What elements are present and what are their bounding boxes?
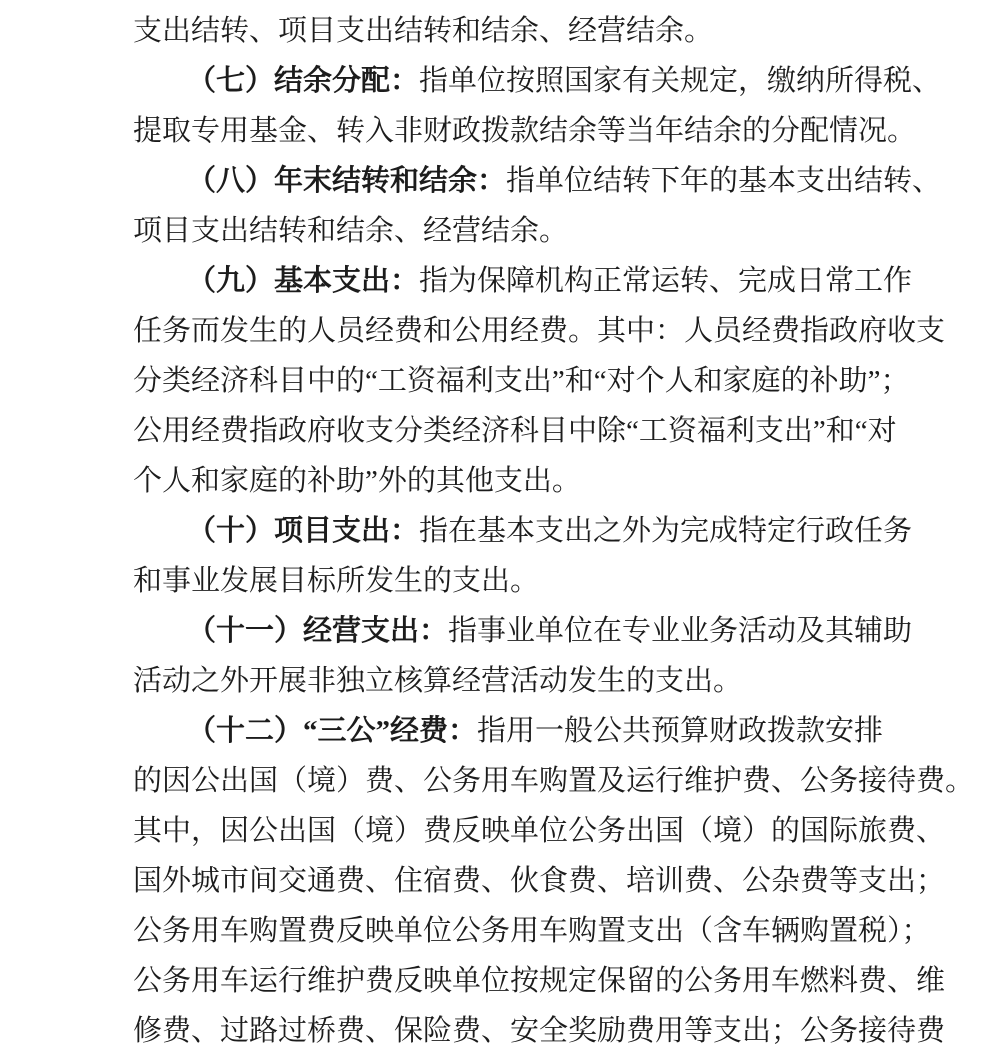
- term-label: （九）基本支出：: [187, 265, 420, 297]
- text-line: [133, 856, 964, 906]
- text-line: [133, 506, 964, 556]
- text-line: [133, 256, 964, 306]
- text-segment: 支出结转、项目支出结转和结余、经营结余。: [133, 15, 714, 47]
- text-segment: 和事业发展目标所发生的支出。: [133, 565, 540, 597]
- term-label: （十二）“三公”经费：: [187, 715, 478, 747]
- text-line: [133, 956, 964, 1006]
- text-line: [133, 106, 964, 156]
- text-segment: 指单位按照国家有关规定，缴纳所得税、: [419, 65, 942, 97]
- text-line: [133, 756, 975, 806]
- text-line: [133, 606, 964, 656]
- text-segment: 个人和家庭的补助”外的其他支出。: [133, 465, 581, 497]
- text-line: [133, 6, 964, 56]
- text-line: [133, 156, 964, 206]
- text-segment: 的因公出国（境）费、公务用车购置及运行维护费、公务接待费。: [133, 765, 975, 797]
- text-line: [133, 56, 964, 106]
- text-line: [133, 406, 964, 456]
- text-segment: 指单位结转下年的基本支出结转、: [506, 165, 942, 197]
- text-segment: 项目支出结转和结余、经营结余。: [133, 215, 569, 247]
- text-line: [133, 456, 964, 506]
- text-line: [133, 356, 964, 406]
- text-segment: 公务用车购置费反映单位公务用车购置支出（含车辆购置税）；: [133, 915, 931, 947]
- text-segment: 活动之外开展非独立核算经营活动发生的支出。: [133, 665, 743, 697]
- text-line: [133, 806, 964, 856]
- text-line: [133, 656, 964, 706]
- text-segment: 其中，因公出国（境）费反映单位公务出国（境）的国际旅费、: [133, 815, 946, 847]
- text-segment: 国外城市间交通费、住宿费、伙食费、培训费、公杂费等支出；: [133, 865, 946, 897]
- text-line: [133, 1006, 964, 1056]
- text-line: [133, 206, 964, 256]
- text-segment: 指为保障机构正常运转、完成日常工作: [419, 265, 913, 297]
- text-segment: 任务而发生的人员经费和公用经费。其中：人员经费指政府收支: [133, 315, 946, 347]
- text-line: [133, 906, 964, 956]
- text-segment: 修费、过路过桥费、保险费、安全奖励费用等支出；公务接待费: [133, 1015, 946, 1047]
- text-segment: 指事业单位在专业业务活动及其辅助: [448, 615, 913, 647]
- text-segment: 指用一般公共预算财政拨款安排: [477, 715, 884, 747]
- text-segment: 公务用车运行维护费反映单位按规定保留的公务用车燃料费、维: [133, 965, 946, 997]
- text-segment: 分类经济科目中的“工资福利支出”和“对个人和家庭的补助”；: [133, 365, 910, 397]
- term-label: （七）结余分配：: [187, 65, 420, 97]
- text-segment: 公用经费指政府收支分类经济科目中除“工资福利支出”和“对: [133, 415, 897, 447]
- term-label: （十一）经营支出：: [187, 615, 449, 647]
- document-text: [133, 6, 975, 1056]
- term-label: （八）年末结转和结余：: [187, 165, 507, 197]
- text-line: [133, 556, 964, 606]
- text-segment: 指在基本支出之外为完成特定行政任务: [419, 515, 913, 547]
- text-line: [133, 306, 964, 356]
- text-segment: 提取专用基金、转入非财政拨款结余等当年结余的分配情况。: [133, 115, 917, 147]
- term-label: （十）项目支出：: [187, 515, 420, 547]
- text-line: [133, 706, 964, 756]
